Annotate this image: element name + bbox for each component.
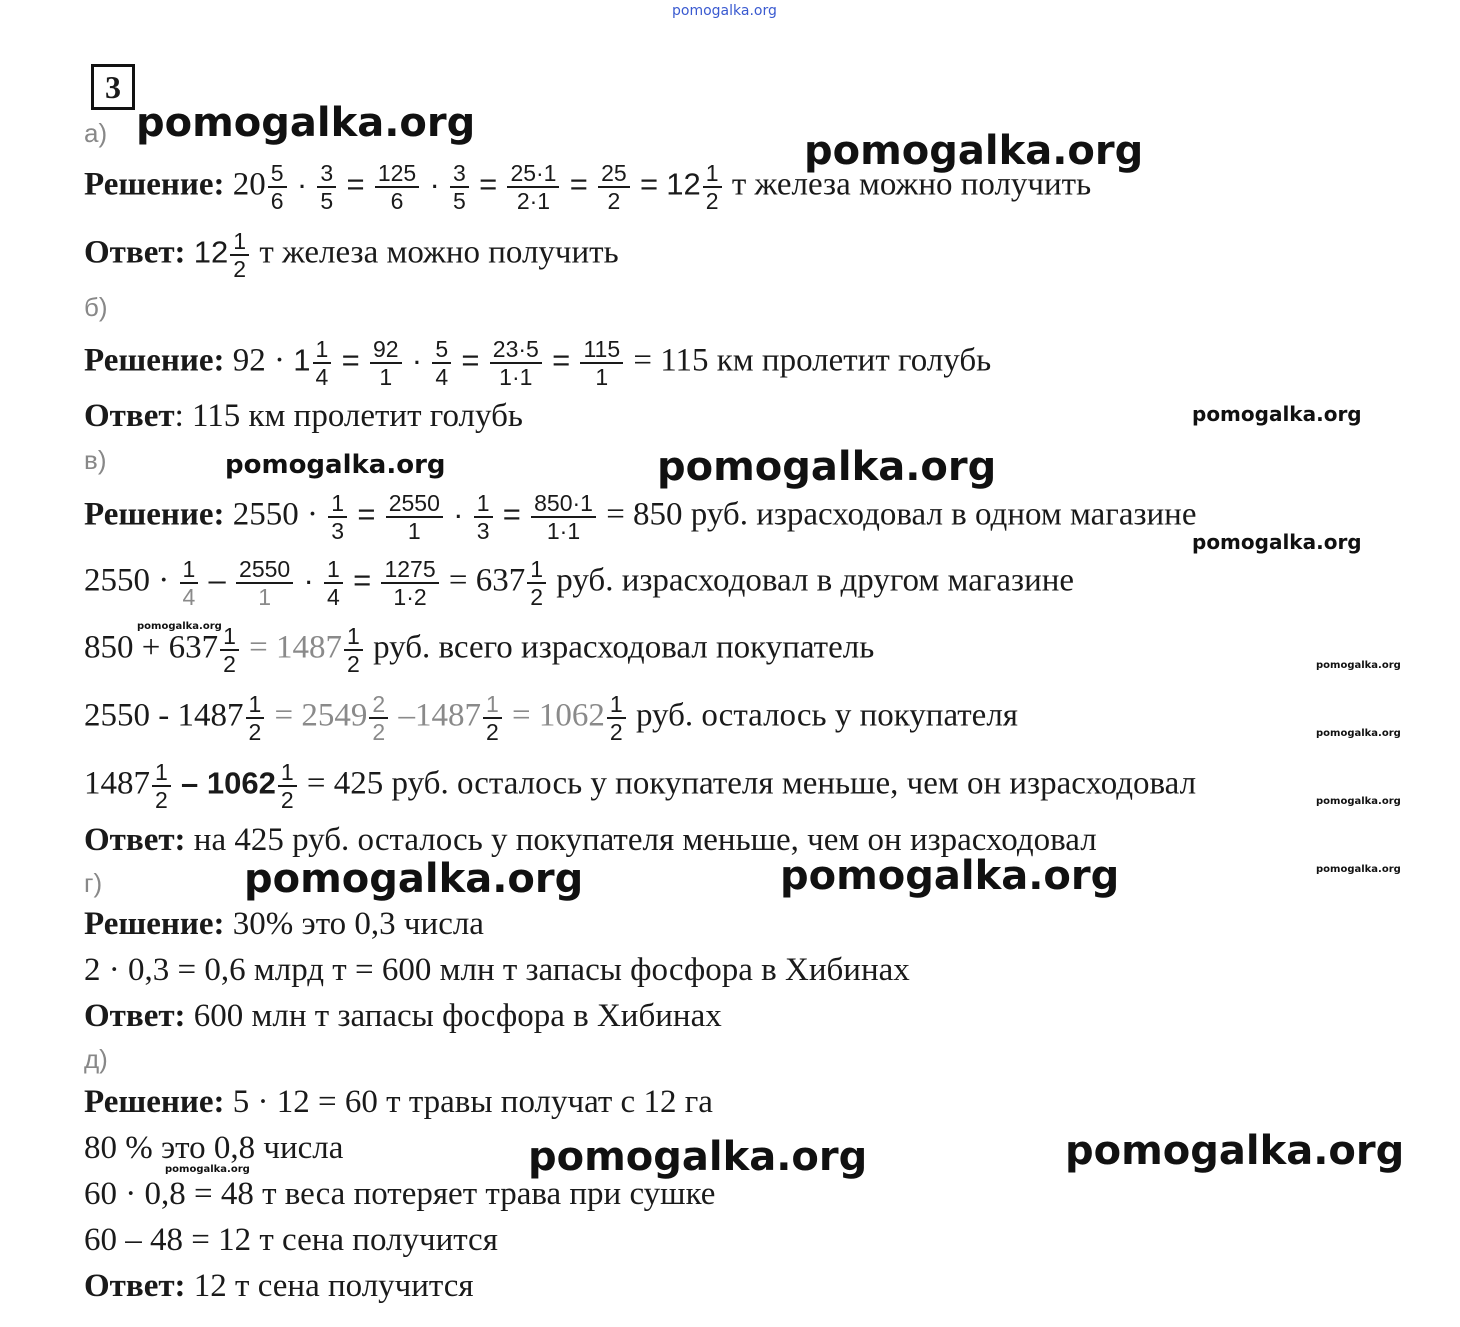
fraction	[450, 162, 469, 212]
part-c-label: в)	[84, 445, 107, 475]
line-tail: = 425 руб. осталось у покупателя меньше, чем он израсходовал	[306, 765, 1197, 802]
part-b-answer	[84, 396, 523, 436]
answer-label: Ответ:	[84, 234, 186, 271]
fraction	[386, 492, 443, 542]
fraction	[317, 162, 336, 212]
fraction	[598, 162, 630, 212]
watermark: pomogalka.org	[1192, 402, 1362, 426]
solution-label: Решение:	[84, 1084, 225, 1120]
fraction	[703, 162, 722, 212]
part-c-line-3	[84, 625, 874, 675]
watermark: pomogalka.org	[225, 450, 446, 480]
fraction	[527, 558, 546, 608]
watermark: pomogalka.org	[244, 856, 584, 902]
numerator: 1	[246, 693, 265, 719]
answer-label: Ответ:	[84, 1268, 186, 1304]
part-c-line-1: Решение: 2550 · $\frac{1}{3}$ = $\frac{2550}{1}$ · $\frac{1}{3}$ = $\frac{850\cdot 1}{1\cdot 1}$ = 850 руб. израсходовал в одном магазине	[84, 490, 1197, 544]
part-d-label: г)	[84, 868, 103, 898]
denominator: 1	[379, 364, 393, 390]
watermark: pomogalka.org	[528, 1134, 868, 1180]
part-e-line-4: 60 – 48 = 12 т сена получится	[84, 1222, 498, 1258]
numerator: 115	[580, 338, 623, 364]
denominator: 5	[320, 188, 334, 214]
task-number-box: 3	[91, 64, 135, 110]
line-tail: = 850 руб. израсходовал в одном магазине	[606, 496, 1197, 533]
solution-label: Решение:	[84, 342, 225, 379]
fraction	[278, 761, 297, 811]
fraction	[607, 693, 626, 743]
denominator: 1	[258, 584, 272, 610]
line-middle: = 1487	[249, 629, 343, 666]
denominator: 2·1	[516, 188, 551, 214]
numerator: 5	[432, 338, 451, 364]
numerator: 2550	[236, 558, 293, 584]
denominator: 1	[595, 364, 609, 390]
solution-tail: т железа можно получить	[731, 166, 1092, 203]
part-b-solution: Решение: 92 · 1 $\frac{1}{4}$ = $\frac{92}{1}$ · $\frac{5}{4}$ = $\frac{23\cdot 5}{1\cdot 1}$ = $\frac{115}{1}$ = 115 км пролетит голубь	[84, 336, 992, 390]
top-watermark: pomogalka.org	[672, 3, 777, 19]
denominator: 2	[347, 651, 360, 677]
fraction	[580, 338, 623, 388]
denominator: 1	[407, 518, 421, 544]
watermark: pomogalka.org	[780, 853, 1120, 899]
answer-label: Ответ:	[84, 822, 186, 858]
numerator: 2550	[386, 492, 443, 518]
line-term: 1487	[84, 765, 150, 802]
numerator: 1	[313, 338, 332, 364]
answer-text: 12 т сена получится	[193, 1268, 474, 1304]
numerator: 1	[324, 558, 343, 584]
solution-term: 92 ·	[232, 342, 294, 379]
numerator: 23·5	[490, 338, 542, 364]
denominator: 2	[233, 256, 247, 282]
denominator: 2	[607, 188, 621, 214]
fraction	[375, 162, 419, 212]
line-term: 2550 ·	[84, 562, 170, 599]
fraction	[490, 338, 542, 388]
line-middle: –1487	[398, 697, 481, 734]
denominator: 1·1	[546, 518, 581, 544]
watermark: pomogalka.org	[136, 100, 476, 146]
answer-text: : 115 км пролетит голубь	[174, 398, 523, 434]
part-e-label: д)	[84, 1044, 108, 1074]
denominator: 4	[327, 584, 340, 610]
result-whole: 12	[666, 166, 701, 202]
watermark: pomogalka.org	[1192, 530, 1362, 554]
line-tail: руб. израсходовал в другом магазине	[556, 562, 1075, 599]
denominator: 2	[705, 188, 719, 214]
numerator: 1	[152, 761, 171, 787]
solution-text: 30% это 0,3 числа	[232, 906, 484, 942]
fraction	[230, 230, 249, 280]
numerator: 5	[268, 162, 287, 188]
fraction	[531, 492, 596, 542]
fraction	[152, 761, 171, 811]
numerator: 1	[483, 693, 502, 719]
answer-text: 600 млн т запасы фосфора в Хибинах	[193, 998, 722, 1034]
part-a-label: а)	[84, 118, 108, 148]
denominator: 2	[223, 651, 236, 677]
denominator: 6	[270, 188, 284, 214]
fraction	[236, 558, 293, 608]
part-c-line-5	[84, 761, 1196, 811]
part-a-answer	[84, 230, 619, 280]
solution-label: Решение:	[84, 906, 225, 942]
numerator: 850·1	[531, 492, 596, 518]
fraction	[381, 558, 438, 608]
numerator: 1	[230, 230, 249, 256]
numerator: 25	[598, 162, 630, 188]
denominator: 2	[280, 787, 294, 813]
fraction	[180, 558, 199, 608]
numerator: 1	[607, 693, 626, 719]
part-a-solution: Решение: 20 $\frac{5}{6}$ · $\frac{3}{5}$ = $\frac{125}{6}$ · $\frac{3}{5}$ = $\frac{25\cdot 1}{2\cdot 1}$ = $\frac{25}{2}$ = 12 $\frac{1}{2}$ т железа можно получить	[84, 160, 1092, 214]
numerator: 2	[369, 693, 388, 719]
watermark: pomogalka.org	[657, 444, 997, 490]
line-tail: руб. осталось у покупателя	[635, 697, 1018, 734]
solution-label: Решение:	[84, 496, 225, 533]
fraction	[268, 162, 287, 212]
numerator: 1	[328, 492, 347, 518]
mixed-whole: 1	[293, 342, 311, 378]
part-e-line-3: 60 · 0,8 = 48 т веса потеряет трава при сушке	[84, 1176, 716, 1212]
numerator: 1	[344, 625, 363, 651]
fraction	[432, 338, 451, 388]
numerator: 92	[370, 338, 402, 364]
denominator: 4	[315, 364, 329, 390]
denominator: 3	[476, 518, 490, 544]
fraction	[313, 338, 332, 388]
fraction	[324, 558, 343, 608]
solution-tail: = 115 км пролетит голубь	[633, 342, 992, 379]
numerator: 3	[317, 162, 336, 188]
part-e-line-2: 80 % это 0,8 числа	[84, 1130, 344, 1166]
denominator: 2	[248, 719, 262, 745]
numerator: 1	[703, 162, 722, 188]
denominator: 2	[609, 719, 623, 745]
line-term: 2550 - 1487	[84, 697, 244, 734]
answer-label: Ответ	[84, 398, 175, 434]
line-term: 850 + 637	[84, 629, 219, 666]
numerator: 3	[450, 162, 469, 188]
part-c-line-2: 2550 · $\frac{1}{4}$ – $\frac{2550}{1}$ · $\frac{1}{4}$ = $\frac{1275}{1\cdot 2}$ = 637 $\frac{1}{2}$ руб. израсходовал в другом магазине	[84, 556, 1075, 610]
watermark: pomogalka.org	[165, 1164, 250, 1175]
denominator: 2	[155, 787, 168, 813]
fraction	[220, 625, 239, 675]
fraction	[507, 162, 559, 212]
answer-whole: 12	[193, 234, 229, 270]
denominator: 1·2	[393, 584, 427, 610]
solution-term: 20	[232, 166, 266, 203]
fraction	[474, 492, 493, 542]
part-d-answer	[84, 996, 722, 1036]
line-middle: = 1062	[512, 697, 605, 734]
solution-text: 5 · 12 = 60 т травы получат с 12 га	[232, 1084, 713, 1120]
watermark: pomogalka.org	[1316, 796, 1401, 807]
line-tail: руб. всего израсходовал покупатель	[373, 629, 875, 666]
line-middle: = 2549	[274, 697, 368, 734]
solution-label: Решение:	[84, 166, 225, 203]
numerator: 25·1	[507, 162, 559, 188]
denominator: 1·1	[499, 364, 533, 390]
answer-text: на 425 руб. осталось у покупателя меньше, чем он израсходовал	[193, 822, 1097, 858]
part-e-answer	[84, 1266, 474, 1306]
denominator: 3	[331, 518, 345, 544]
answer-label: Ответ:	[84, 998, 186, 1034]
line-result: = 637	[448, 562, 526, 599]
part-d-solution	[84, 904, 484, 944]
denominator: 2	[485, 719, 499, 745]
line-middle: – 1062	[181, 765, 276, 801]
numerator: 1	[278, 761, 297, 787]
denominator: 2	[372, 719, 386, 745]
watermark: pomogalka.org	[137, 621, 222, 632]
part-c-line-4	[84, 693, 1018, 743]
fraction	[369, 693, 388, 743]
watermark: pomogalka.org	[804, 128, 1144, 174]
solution-term: 2550 ·	[232, 496, 319, 533]
part-d-line-2: 2 · 0,3 = 0,6 млрд т = 600 млн т запасы фосфора в Хибинах	[84, 952, 910, 988]
numerator: 1275	[381, 558, 438, 584]
numerator: 1	[474, 492, 493, 518]
part-e-solution	[84, 1082, 713, 1122]
numerator: 1	[220, 625, 239, 651]
answer-tail: т железа можно получить	[259, 234, 619, 271]
denominator: 4	[182, 584, 196, 610]
watermark: pomogalka.org	[1316, 660, 1401, 671]
denominator: 4	[435, 364, 449, 390]
part-b-label: б)	[84, 292, 108, 322]
fraction	[328, 492, 347, 542]
fraction	[370, 338, 402, 388]
denominator: 5	[453, 188, 466, 214]
watermark: pomogalka.org	[1065, 1128, 1405, 1174]
fraction	[246, 693, 265, 743]
watermark: pomogalka.org	[1316, 864, 1401, 875]
numerator: 1	[527, 558, 546, 584]
numerator: 125	[375, 162, 419, 188]
denominator: 2	[530, 584, 544, 610]
fraction	[483, 693, 502, 743]
fraction	[344, 625, 363, 675]
numerator: 1	[180, 558, 199, 584]
watermark: pomogalka.org	[1316, 728, 1401, 739]
denominator: 6	[390, 188, 404, 214]
